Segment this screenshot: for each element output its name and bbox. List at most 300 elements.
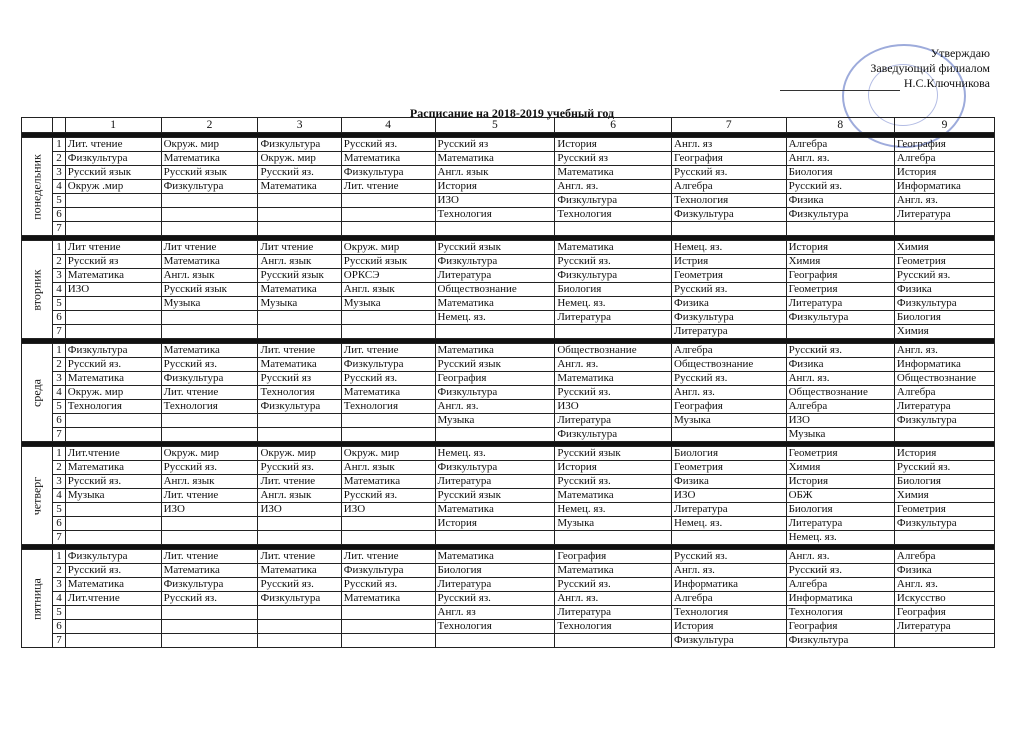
lesson-number: 1 [53,241,66,255]
lesson-cell: Геометрия [894,255,994,269]
day-label: вторник [29,268,44,311]
lesson-cell: Русский яз. [161,461,258,475]
lesson-cell: Русский яз. [258,578,341,592]
lesson-cell: Физика [672,297,787,311]
lesson-cell: Математика [341,152,435,166]
lesson-cell: Русский яз. [65,564,161,578]
lesson-cell: Англ. яз. [894,344,994,358]
lesson-number: 2 [53,152,66,166]
lesson-cell: Математика [65,461,161,475]
lesson-row [22,400,995,414]
lesson-number: 3 [53,372,66,386]
lesson-row [22,358,995,372]
lesson-cell: Музыка [341,297,435,311]
lesson-cell [555,325,672,339]
lesson-cell: Математика [555,241,672,255]
lesson-cell: Англ. яз [435,606,555,620]
lesson-cell: Биология [435,564,555,578]
lesson-row [22,550,995,564]
lesson-cell: Литература [894,400,994,414]
lesson-cell: Математика [435,550,555,564]
lesson-number: 5 [53,606,66,620]
lesson-cell: ОРКСЭ [341,269,435,283]
lesson-cell: Физика [894,283,994,297]
lesson-cell: Физкультура [894,297,994,311]
lesson-cell: Искусство [894,592,994,606]
lesson-cell: Обществознание [435,283,555,297]
lesson-cell [786,222,894,236]
lesson-cell: Физкультура [161,578,258,592]
lesson-cell: История [894,447,994,461]
class-header: 8 [786,118,894,133]
lesson-row [22,634,995,648]
lesson-cell [161,311,258,325]
lesson-cell: Лит чтение [258,241,341,255]
lesson-cell [161,208,258,222]
lesson-cell: География [555,550,672,564]
lesson-number: 7 [53,531,66,545]
approval-line-2: Заведующий филиалом [870,61,990,75]
lesson-cell: Англ. яз. [672,564,787,578]
lesson-cell: Окруж. мир [161,138,258,152]
class-header: 5 [435,118,555,133]
lesson-cell: Немец. яз. [672,241,787,255]
lesson-cell: Физкультура [555,194,672,208]
lesson-cell: Физкультура [672,634,787,648]
lesson-cell [65,222,161,236]
lesson-cell: Физика [672,475,787,489]
lesson-number: 7 [53,222,66,236]
lesson-cell: Физкультура [435,255,555,269]
lesson-cell: Англ. яз. [894,194,994,208]
lesson-cell: Немец. яз. [435,311,555,325]
lesson-cell: Литература [435,269,555,283]
lesson-cell: Технология [435,620,555,634]
lesson-cell: Окруж .мир [65,180,161,194]
lesson-row [22,344,995,358]
lesson-cell [161,194,258,208]
lesson-cell: Математика [258,180,341,194]
lesson-cell: Литература [555,311,672,325]
signature-line [780,90,900,91]
lesson-number: 3 [53,269,66,283]
lesson-row [22,503,995,517]
lesson-cell: Технология [161,400,258,414]
lesson-cell: География [672,400,787,414]
lesson-cell: Англ. яз. [435,400,555,414]
lesson-cell: История [672,620,787,634]
lesson-cell: Англ. яз. [672,386,787,400]
lesson-cell: Литература [672,325,787,339]
lesson-cell: Физика [786,358,894,372]
lesson-cell: Немец. яз. [555,297,672,311]
lesson-cell: Немец. яз. [435,447,555,461]
lesson-cell: География [786,269,894,283]
lesson-cell: Лит. чтение [341,550,435,564]
lesson-cell: Математика [161,152,258,166]
lesson-cell: Лит. чтение [258,475,341,489]
lesson-cell [341,517,435,531]
lesson-cell: Физкультура [672,208,787,222]
lesson-number: 7 [53,634,66,648]
lesson-number: 5 [53,503,66,517]
lesson-cell: Обществознание [672,358,787,372]
lesson-cell: Англ. яз. [894,578,994,592]
lesson-cell: Русский яз. [555,475,672,489]
lesson-cell: Физкультура [555,269,672,283]
lesson-cell: Русский яз. [786,564,894,578]
lesson-cell: Физкультура [435,386,555,400]
lesson-cell: Алгебра [672,180,787,194]
lesson-row [22,386,995,400]
class-header: 4 [341,118,435,133]
lesson-number: 4 [53,489,66,503]
lesson-cell: ИЗО [65,283,161,297]
lesson-row [22,475,995,489]
lesson-cell: Математика [435,344,555,358]
lesson-cell [341,428,435,442]
lesson-cell: Физкультура [258,592,341,606]
lesson-cell: Обществознание [555,344,672,358]
class-header: 1 [65,118,161,133]
lesson-cell: Биология [672,447,787,461]
day-label: четверг [29,476,44,515]
lesson-cell: Физкультура [555,428,672,442]
lesson-number: 3 [53,578,66,592]
lesson-cell: Англ. яз [672,138,787,152]
lesson-cell [555,634,672,648]
lesson-row [22,297,995,311]
lesson-row [22,564,995,578]
lesson-cell: Математика [555,372,672,386]
lesson-cell: Физкультура [341,564,435,578]
day-label: понедельник [29,153,44,220]
lesson-row [22,166,995,180]
lesson-cell: Русский яз. [555,255,672,269]
lesson-cell: Математика [555,564,672,578]
lesson-cell [672,531,787,545]
lesson-cell: Литература [435,578,555,592]
lesson-cell: Русский яз. [894,461,994,475]
lesson-cell: Лит. чтение [258,344,341,358]
class-header: 3 [258,118,341,133]
lesson-cell: Технология [672,194,787,208]
lesson-number: 6 [53,414,66,428]
lesson-cell: Физкультура [786,311,894,325]
lesson-cell: Русский яз. [341,489,435,503]
lesson-cell [786,325,894,339]
lesson-cell: Англ. яз. [786,372,894,386]
lesson-cell [258,325,341,339]
lesson-number: 6 [53,620,66,634]
lesson-cell [161,620,258,634]
lesson-cell [65,414,161,428]
lesson-cell: Математика [341,592,435,606]
lesson-cell: Геометрия [786,447,894,461]
lesson-cell: Математика [555,489,672,503]
day-label-cell [22,344,53,442]
lesson-cell: Информатика [786,592,894,606]
lesson-cell [258,531,341,545]
lesson-cell [435,325,555,339]
lesson-cell: Литература [555,414,672,428]
lesson-cell [258,606,341,620]
lesson-cell: Математика [435,297,555,311]
lesson-cell: Русский яз. [258,166,341,180]
lesson-cell: Русский яз. [672,550,787,564]
lesson-cell: Русский яз. [161,592,258,606]
lesson-cell: Русский язык [555,447,672,461]
lesson-cell [161,222,258,236]
lesson-cell: Музыка [786,428,894,442]
lesson-number: 1 [53,138,66,152]
lesson-cell: Лит. чтение [161,489,258,503]
lesson-cell: Геометрия [672,461,787,475]
lesson-cell: Технология [258,386,341,400]
lesson-cell: Математика [65,578,161,592]
lesson-cell: Англ. яз. [555,592,672,606]
lesson-number: 5 [53,194,66,208]
lesson-cell: Биология [555,283,672,297]
lesson-cell [672,428,787,442]
lesson-cell: Литература [435,475,555,489]
lesson-cell: Лит. чтение [161,386,258,400]
lesson-cell: ИЗО [672,489,787,503]
lesson-cell [65,325,161,339]
lesson-cell: Лит чтение [161,241,258,255]
lesson-cell [258,414,341,428]
lesson-cell: Геометрия [672,269,787,283]
day-label-cell [22,138,53,236]
lesson-cell: Англ. язык [161,269,258,283]
lesson-cell: Русский яз. [341,372,435,386]
lesson-cell: Информатика [894,358,994,372]
lesson-cell: Литература [894,620,994,634]
lesson-cell: Англ. яз. [786,550,894,564]
lesson-cell: Англ. язык [258,489,341,503]
lesson-row [22,578,995,592]
lesson-cell: Русский язык [435,489,555,503]
lesson-cell [435,428,555,442]
lesson-cell [258,620,341,634]
lesson-cell [341,311,435,325]
lesson-cell: Физкультура [161,180,258,194]
lesson-cell [894,222,994,236]
lesson-number: 3 [53,166,66,180]
lesson-cell: Физкультура [65,152,161,166]
lesson-cell: Алгебра [786,138,894,152]
lesson-row [22,620,995,634]
lesson-cell: Окруж. мир [341,241,435,255]
lesson-cell: География [672,152,787,166]
lesson-cell: Математика [161,344,258,358]
lesson-row [22,489,995,503]
lesson-cell: Биология [786,503,894,517]
lesson-cell: Физкультура [672,311,787,325]
approval-name: Н.С.Ключникова [903,76,990,90]
lesson-cell [161,517,258,531]
lesson-row [22,447,995,461]
lesson-cell: Русский яз. [341,138,435,152]
lesson-cell [65,297,161,311]
lesson-row [22,461,995,475]
lesson-number: 5 [53,400,66,414]
lesson-cell: Англ. яз. [555,358,672,372]
lesson-cell: Русский яз [65,255,161,269]
lesson-cell [65,503,161,517]
lesson-number: 4 [53,180,66,194]
lesson-cell [894,531,994,545]
lesson-row [22,222,995,236]
lesson-cell: Биология [894,475,994,489]
lesson-cell: История [555,138,672,152]
lesson-cell [894,634,994,648]
lesson-cell: ИЗО [786,414,894,428]
lesson-cell [258,428,341,442]
lesson-number: 6 [53,311,66,325]
class-header: 6 [555,118,672,133]
lesson-row [22,428,995,442]
page-title: Расписание на 2018-2019 учебный год [409,106,615,120]
lesson-cell: Химия [894,325,994,339]
schedule-body [22,118,995,648]
lesson-cell: Алгебра [786,578,894,592]
lesson-cell [341,606,435,620]
lesson-cell [258,634,341,648]
lesson-cell: Математика [65,372,161,386]
lesson-cell: Технология [786,606,894,620]
lesson-cell: Русский яз [258,372,341,386]
header-row [22,118,995,133]
lesson-cell [65,634,161,648]
lesson-cell: Физкультура [786,634,894,648]
lesson-number: 4 [53,592,66,606]
lesson-cell: Технология [672,606,787,620]
lesson-cell: Физика [786,194,894,208]
lesson-number: 7 [53,325,66,339]
lesson-cell: Физика [894,564,994,578]
lesson-cell: Англ. язык [341,283,435,297]
lesson-number: 7 [53,428,66,442]
lesson-cell [65,311,161,325]
lesson-cell: Физкультура [894,517,994,531]
lesson-cell: Литература [894,208,994,222]
lesson-cell [258,222,341,236]
lesson-row [22,531,995,545]
lesson-cell: Окруж. мир [258,152,341,166]
lesson-number: 6 [53,208,66,222]
lesson-cell: Русский язык [161,283,258,297]
lesson-number: 2 [53,564,66,578]
lesson-cell [65,208,161,222]
lesson-cell [672,222,787,236]
lesson-cell: Англ. язык [435,166,555,180]
lesson-cell: Химия [786,255,894,269]
lesson-cell [65,428,161,442]
lesson-row [22,269,995,283]
lesson-cell: География [786,620,894,634]
lesson-cell: ОБЖ [786,489,894,503]
lesson-number: 1 [53,344,66,358]
lesson-cell: Англ. яз. [786,152,894,166]
lesson-cell: ИЗО [161,503,258,517]
lesson-row [22,372,995,386]
lesson-cell: Математика [258,283,341,297]
lesson-cell: ИЗО [341,503,435,517]
lesson-cell: Математика [341,475,435,489]
lesson-cell: Немец. яз. [672,517,787,531]
lesson-number: 2 [53,461,66,475]
lesson-cell: Русский яз. [65,358,161,372]
lesson-cell: ИЗО [435,194,555,208]
lesson-cell [435,222,555,236]
lesson-cell: Математика [161,564,258,578]
lesson-cell: Физкультура [161,372,258,386]
lesson-cell: Алгебра [786,400,894,414]
lesson-cell: Алгебра [672,344,787,358]
lesson-cell: Русский яз. [672,283,787,297]
lesson-cell: Русский яз. [258,461,341,475]
class-header: 7 [672,118,787,133]
lesson-cell: История [435,180,555,194]
lesson-cell: Англ. язык [161,475,258,489]
lesson-cell: Русский яз [435,138,555,152]
lesson-cell [65,606,161,620]
lesson-cell [65,517,161,531]
lesson-number: 4 [53,386,66,400]
class-header: 9 [894,118,994,133]
lesson-cell [65,531,161,545]
header-corner [22,118,53,133]
lesson-cell: Лит.чтение [65,447,161,461]
lesson-row [22,325,995,339]
lesson-cell [161,531,258,545]
lesson-cell: География [894,606,994,620]
lesson-cell: Англ. язык [258,255,341,269]
lesson-cell [341,194,435,208]
lesson-cell [894,428,994,442]
lesson-row [22,180,995,194]
lesson-cell: Математика [258,358,341,372]
lesson-cell: Русский язык [435,358,555,372]
lesson-cell: Биология [786,166,894,180]
lesson-cell: Русский яз. [65,475,161,489]
lesson-cell [258,517,341,531]
lesson-cell: Русский яз. [672,372,787,386]
lesson-cell: Обществознание [786,386,894,400]
lesson-cell: Русский язык [161,166,258,180]
lesson-cell: Химия [786,461,894,475]
lesson-cell: Математика [435,503,555,517]
lesson-cell: Технология [555,208,672,222]
lesson-cell: Истрия [672,255,787,269]
lesson-cell: Лит. чтение [341,344,435,358]
lesson-cell: Музыка [555,517,672,531]
lesson-cell: Литература [555,606,672,620]
lesson-number: 1 [53,550,66,564]
lesson-cell: Математика [435,152,555,166]
lesson-cell: Литература [786,297,894,311]
lesson-number: 3 [53,475,66,489]
lesson-cell: История [435,517,555,531]
lesson-cell: Физкультура [65,344,161,358]
day-label: пятница [29,577,44,620]
lesson-number: 4 [53,283,66,297]
lesson-cell: ИЗО [258,503,341,517]
lesson-row [22,208,995,222]
lesson-cell: Русский язык [341,255,435,269]
lesson-cell: Лит чтение [65,241,161,255]
